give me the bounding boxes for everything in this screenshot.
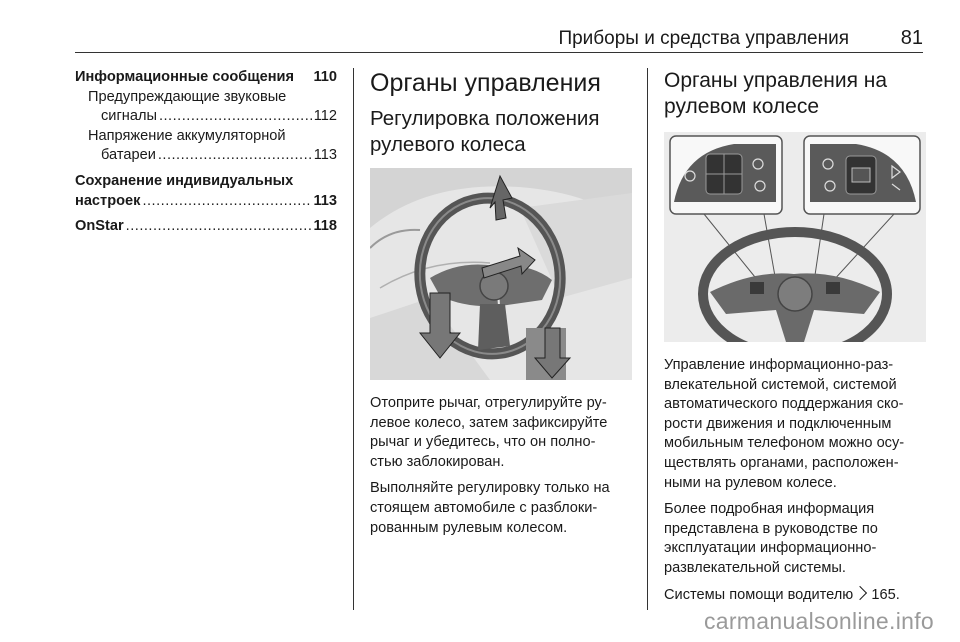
section-title: Органы управления — [370, 69, 601, 97]
warning-paragraph: Выполняйте регулировку только на стоящем автомобиле с разблоки- рованным рулевым колесом. — [370, 480, 610, 536]
toc-entry[interactable]: настроек ..... 113 — [75, 192, 337, 212]
toc-entry[interactable]: Информационные сообщения 110 — [75, 69, 337, 85]
wheel-controls-section — [664, 68, 926, 612]
column-divider — [647, 68, 648, 610]
toc-entry[interactable]: Сохранение индивидуальных — [75, 172, 294, 189]
column-divider — [353, 68, 354, 610]
subsection-title: Регулировка положения рулевого колеса — [370, 107, 600, 156]
watermark: carmanualsonline.info — [703, 608, 934, 634]
steering-adjust-section — [370, 68, 632, 545]
page-ref-link[interactable]: 165. — [871, 586, 900, 603]
toc-entry[interactable]: сигналы ..... 112 — [75, 107, 337, 127]
cross-reference-paragraph: Системы помощи водителю 165. — [664, 586, 900, 603]
wheel-controls-illustration — [664, 132, 926, 342]
toc-entry[interactable]: OnStar ..... 118 — [75, 217, 337, 237]
toc-entry[interactable]: Напряжение аккумуляторной — [88, 127, 286, 144]
toc-entry[interactable]: Предупреждающие звуковые — [88, 88, 287, 105]
page-header — [75, 26, 923, 53]
description-paragraph: Управление информационно-раз- влекательной системой, системой автоматического поддержания ско- рости движения и подключенным мобильным телефоном можно осу- ществлять органами, расположен- ными на рулевом колесе. — [664, 357, 905, 491]
toc-entry[interactable]: батареи ..... 113 — [75, 146, 337, 166]
subsection-title: Органы управления на рулевом колесе — [664, 69, 888, 118]
page-number: 81 — [900, 27, 923, 49]
steering-adjust-illustration — [370, 168, 632, 380]
instruction-paragraph: Отоприте рычаг, отрегулируйте ру- левое колесо, затем зафиксируйте рычаг и убедитесь, что он полно- стью заблокирован. — [370, 395, 608, 470]
page-ref-icon — [853, 585, 867, 599]
table-of-contents — [75, 68, 337, 243]
reference-paragraph: Более подробная информация представлена в руководстве по эксплуатации информационно- развлекательной системы. — [664, 501, 878, 576]
header-title: Приборы и средства управления — [558, 28, 849, 49]
